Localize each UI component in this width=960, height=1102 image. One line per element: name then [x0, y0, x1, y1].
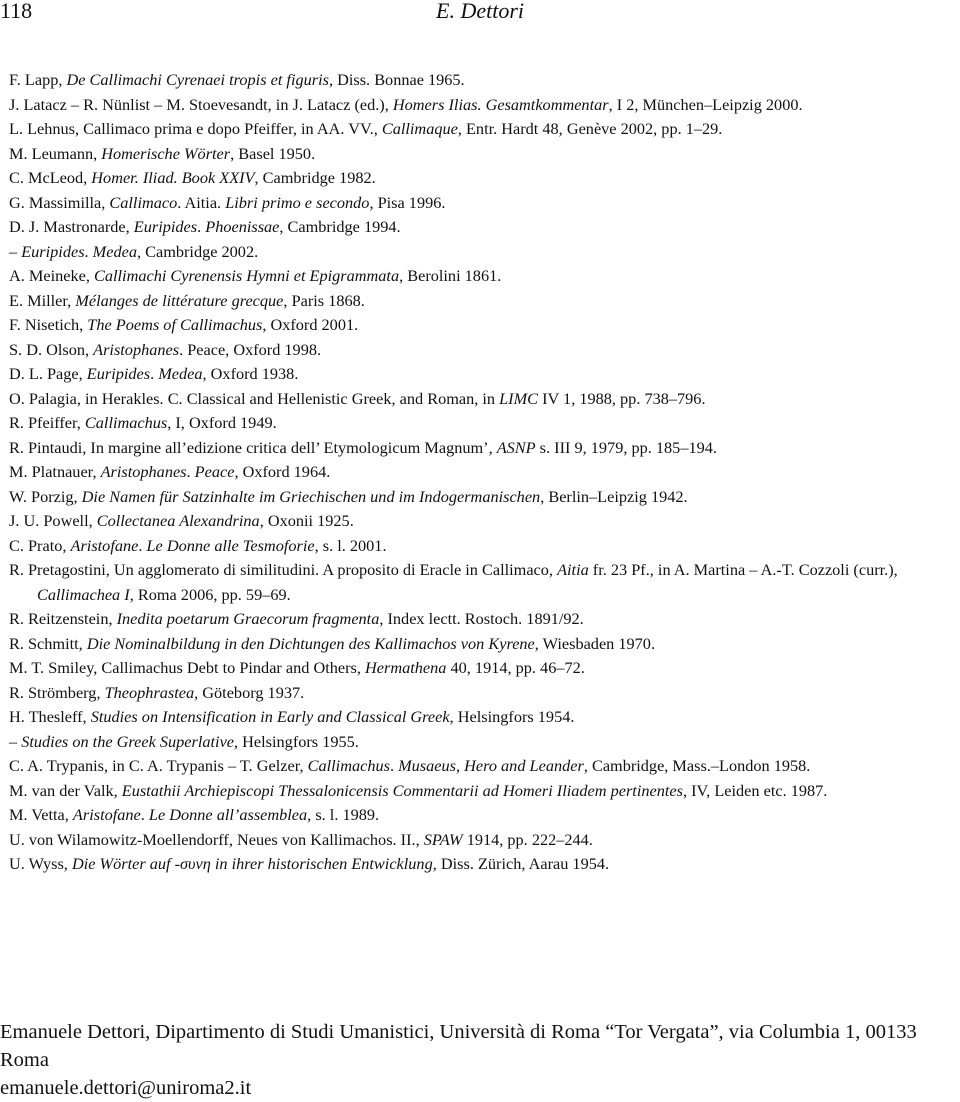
- entry-text: M. van der Valk,: [9, 780, 122, 800]
- entry-text: , s. l. 1989.: [307, 805, 380, 824]
- entry-title-italic: Le Donne all’assemblea: [148, 805, 308, 824]
- bibliography-entry: [9, 240, 957, 265]
- bibliography-entry: [9, 68, 957, 93]
- entry-text: , Diss. Zürich, Aarau 1954.: [432, 854, 610, 873]
- entry-title-italic: Euripides: [133, 217, 198, 236]
- entry-title-italic: Euripides: [86, 364, 151, 383]
- entry-text: G. Massimilla,: [9, 192, 110, 212]
- entry-text: , IV, Leiden etc. 1987.: [682, 780, 828, 800]
- entry-text: M. Vetta,: [9, 805, 73, 824]
- entry-title-italic: SPAW: [423, 829, 463, 849]
- entry-text: , Göteborg 1937.: [194, 682, 305, 702]
- entry-text: . Peace, Oxford 1998.: [179, 339, 322, 359]
- entry-title-italic: Aristofane: [72, 805, 141, 824]
- entry-text: 40, 1914, pp. 46–72.: [446, 658, 585, 677]
- entry-text: , Helsingfors 1954.: [449, 707, 575, 726]
- entry-title-italic: Die Nominalbildung in den Dichtungen des Kallimachos von Kyrene: [86, 633, 535, 653]
- entry-text: R. Pretagostini, Un agglomerato di similitudini. A proposito di Eracle in Callimaco,: [9, 560, 558, 579]
- bibliography-entry: [9, 313, 957, 338]
- entry-text: –: [9, 731, 22, 751]
- author-footer: [0, 1018, 960, 1102]
- entry-title-italic: Homers Ilias. Gesamtkommentar: [392, 94, 609, 114]
- bibliography-entry: [9, 852, 957, 877]
- bibliography-entry: [9, 754, 957, 779]
- entry-title-italic: Peace: [194, 462, 235, 481]
- entry-title-italic: Callimaque: [381, 119, 458, 138]
- entry-text: , Entr. Hardt 48, Genève 2002, pp. 1–29.: [457, 119, 723, 138]
- entry-text: , Diss. Bonnae 1965.: [328, 70, 465, 89]
- entry-text: , Oxonii 1925.: [259, 511, 354, 530]
- entry-title-italic: Callimachea I: [37, 584, 130, 604]
- entry-text: , Oxford 2001.: [262, 315, 359, 334]
- bibliography-entry: [9, 779, 957, 804]
- page-number: 118: [0, 0, 33, 23]
- entry-text: M. Leumann,: [9, 143, 102, 163]
- entry-text: , Wiesbaden 1970.: [534, 633, 656, 653]
- entry-text: , s. l. 2001.: [314, 535, 387, 555]
- entry-text: .: [138, 535, 147, 555]
- bibliography-entry: [9, 460, 957, 485]
- entry-title-italic: Die Wörter auf -συνη in ihrer historischen Entwicklung: [71, 854, 433, 873]
- bibliography-entry: [9, 485, 957, 510]
- entry-text: , Cambridge 2002.: [136, 241, 259, 261]
- entry-text: .: [197, 217, 206, 236]
- bibliography-entry: [9, 558, 957, 607]
- entry-text: , Cambridge 1982.: [254, 168, 376, 187]
- running-head: E. Dettori: [436, 0, 524, 23]
- bibliography-entry: [9, 264, 957, 289]
- entry-text: , Pisa 1996.: [369, 192, 446, 212]
- entry-title-italic: De Callimachi Cyrenaei tropis et figuris: [66, 70, 329, 89]
- entry-text: U. von Wilamowitz-Moellendorff, Neues von Kallimachos. II.,: [9, 829, 424, 849]
- entry-title-italic: Callimaco: [109, 192, 178, 212]
- entry-text: , Oxford 1964.: [234, 462, 331, 481]
- entry-title-italic: Aristofane: [70, 535, 139, 555]
- entry-text: R. Schmitt,: [9, 633, 87, 653]
- entry-title-italic: Callimachus: [307, 756, 390, 775]
- entry-text: E. Miller,: [9, 290, 76, 310]
- entry-title-italic: Eustathii Archiepiscopi Thessalonicensis Commentarii ad Homeri Iliadem pertinentes: [121, 780, 683, 800]
- entry-text: , Roma 2006, pp. 59–69.: [129, 584, 291, 604]
- entry-title-italic: Medea: [92, 241, 137, 261]
- entry-title-italic: Inedita poetarum Graecorum fragmenta: [116, 609, 380, 628]
- entry-text: D. L. Page,: [9, 364, 87, 383]
- entry-text: . Aitia.: [177, 192, 226, 212]
- bibliography-entry: [9, 681, 957, 706]
- bibliography-entry: [9, 803, 957, 828]
- entry-text: , Berlin–Leipzig 1942.: [540, 486, 688, 506]
- entry-text: –: [9, 241, 22, 261]
- entry-text: .: [186, 462, 195, 481]
- entry-text: U. Wyss,: [9, 854, 72, 873]
- entry-text: .: [150, 364, 159, 383]
- entry-title-italic: LIMC: [499, 388, 539, 408]
- entry-title-italic: Le Donne alle Tesmoforie: [146, 535, 315, 555]
- bibliography-entry: [9, 632, 957, 657]
- bibliography-entry: [9, 362, 957, 387]
- entry-text: J. Latacz – R. Nünlist – M. Stoevesandt, in J. Latacz (ed.),: [9, 94, 393, 114]
- entry-text: , Oxford 1938.: [202, 364, 299, 383]
- entry-text: C. McLeod,: [9, 168, 92, 187]
- entry-text: W. Porzig,: [9, 486, 82, 506]
- bibliography-entry: [9, 191, 957, 216]
- entry-text: A. Meineke,: [9, 266, 94, 285]
- entry-text: M. T. Smiley, Callimachus Debt to Pindar and Others,: [9, 658, 366, 677]
- entry-title-italic: Aristophanes: [100, 462, 187, 481]
- entry-title-italic: Collectanea Alexandrina: [96, 511, 260, 530]
- entry-text: , I, Oxford 1949.: [167, 413, 277, 432]
- entry-text: R. Pfeiffer,: [9, 413, 85, 432]
- entry-text: , Berolini 1861.: [399, 266, 502, 285]
- entry-title-italic: Studies on the Greek Superlative: [21, 731, 235, 751]
- entry-title-italic: Studies on Intensification in Early and Classical Greek: [90, 707, 450, 726]
- entry-text: C. A. Trypanis, in C. A. Trypanis – T. Gelzer,: [9, 756, 308, 775]
- entry-text: .: [84, 241, 93, 261]
- bibliography-entry: [9, 436, 957, 461]
- author-email[interactable]: emanuele.dettori@uniroma2.it: [0, 1077, 252, 1099]
- page-header: [0, 0, 960, 28]
- entry-text: , Helsingfors 1955.: [234, 731, 359, 751]
- entry-text: fr. 23 Pf., in A. Martina – A.-T. Cozzoli (curr.),: [588, 560, 898, 579]
- entry-text: F. Nisetich,: [9, 315, 88, 334]
- entry-title-italic: Callimachi Cyrenensis Hymni et Epigrammata: [94, 266, 400, 285]
- bibliography-list: [9, 68, 957, 877]
- bibliography-entry: [9, 338, 957, 363]
- entry-title-italic: Musaeus, Hero and Leander: [398, 756, 584, 775]
- bibliography-entry: [9, 93, 957, 118]
- entry-text: , Index lectt. Rostoch. 1891/92.: [379, 609, 584, 628]
- entry-title-italic: Libri primo e secondo: [225, 192, 370, 212]
- entry-title-italic: The Poems of Callimachus: [87, 315, 263, 334]
- entry-text: , Cambridge 1994.: [279, 217, 401, 236]
- entry-text: s. III 9, 1979, pp. 185–194.: [535, 437, 717, 457]
- entry-text: O. Palagia, in Herakles. C. Classical and Hellenistic Greek, and Roman, in: [9, 388, 500, 408]
- entry-text: M. Platnauer,: [9, 462, 101, 481]
- entry-title-italic: Callimachus: [84, 413, 168, 432]
- entry-text: H. Thesleff,: [9, 707, 91, 726]
- entry-text: , I 2, München–Leipzig 2000.: [608, 94, 803, 114]
- entry-text: C. Prato,: [9, 535, 71, 555]
- entry-text: S. D. Olson,: [9, 339, 94, 359]
- bibliography-entry: [9, 705, 957, 730]
- entry-title-italic: Euripides: [21, 241, 85, 261]
- bibliography-entry: [9, 534, 957, 559]
- entry-text: .: [140, 805, 149, 824]
- entry-title-italic: Medea: [158, 364, 203, 383]
- entry-text: R. Reitzenstein,: [9, 609, 117, 628]
- bibliography-entry: [9, 117, 957, 142]
- entry-title-italic: Phoenissae: [205, 217, 280, 236]
- entry-text: , Basel 1950.: [230, 143, 316, 163]
- bibliography-entry: [9, 215, 957, 240]
- entry-text: 1914, pp. 222–244.: [462, 829, 593, 849]
- entry-text: F. Lapp,: [9, 70, 67, 89]
- entry-text: L. Lehnus, Callimaco prima e dopo Pfeiffer, in AA. VV.,: [9, 119, 382, 138]
- entry-text: IV 1, 1988, pp. 738–796.: [538, 388, 706, 408]
- entry-title-italic: Theophrastea: [104, 682, 195, 702]
- entry-title-italic: Homer. Iliad. Book XXIV: [91, 168, 255, 187]
- bibliography-entry: [9, 289, 957, 314]
- entry-text: R. Strömberg,: [9, 682, 105, 702]
- bibliography-entry: [9, 828, 957, 853]
- entry-title-italic: Aitia: [557, 560, 589, 579]
- bibliography-entry: [9, 509, 957, 534]
- bibliography-entry: [9, 411, 957, 436]
- entry-text: .: [389, 756, 399, 775]
- bibliography-entry: [9, 656, 957, 681]
- entry-title-italic: Aristophanes: [93, 339, 180, 359]
- entry-text: D. J. Mastronarde,: [9, 217, 134, 236]
- entry-title-italic: Homerische Wörter: [101, 143, 231, 163]
- entry-title-italic: ASNP: [496, 437, 536, 457]
- bibliography-entry: [9, 607, 957, 632]
- entry-title-italic: Mélanges de littérature grecque: [75, 290, 284, 310]
- author-affiliation: Emanuele Dettori, Dipartimento di Studi Umanistici, Università di Roma “Tor Vergata”, via Columbia 1, 00133 Roma: [0, 1021, 917, 1071]
- bibliography-entry: [9, 387, 957, 412]
- entry-text: R. Pintaudi, In margine all’edizione critica dell’ Etymologicum Magnum’,: [9, 437, 497, 457]
- bibliography-entry: [9, 730, 957, 755]
- bibliography-entry: [9, 166, 957, 191]
- entry-title-italic: Hermathena: [365, 658, 447, 677]
- entry-text: , Paris 1868.: [283, 290, 365, 310]
- bibliography-entry: [9, 142, 957, 167]
- entry-text: , Cambridge, Mass.–London 1958.: [583, 756, 811, 775]
- entry-title-italic: Die Namen für Satzinhalte im Griechischen und im Indogermanischen: [81, 486, 541, 506]
- entry-text: J. U. Powell,: [9, 511, 97, 530]
